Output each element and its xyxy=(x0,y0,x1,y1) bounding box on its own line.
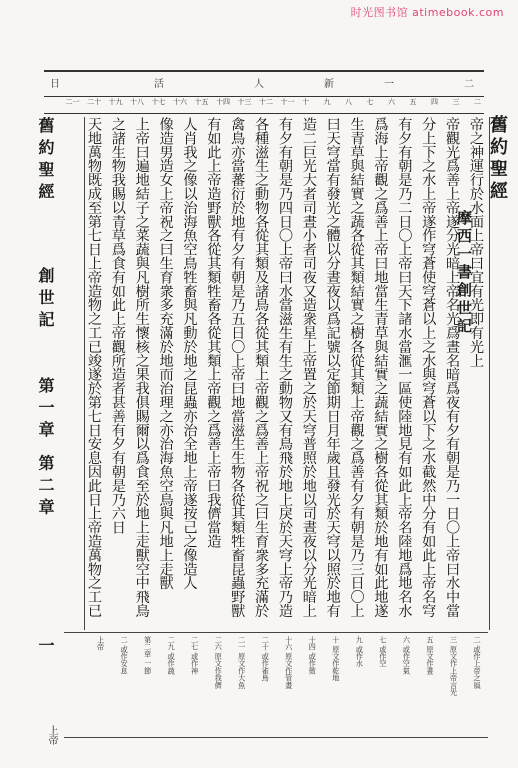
verse-number: 二一 xyxy=(65,98,80,106)
footnote: 二 或作上帝之風 xyxy=(473,636,482,689)
footnote: 二一 原文作大魚 xyxy=(237,636,247,689)
verse-number: 五 xyxy=(409,98,417,106)
verse-number: 十七 xyxy=(151,98,166,106)
text-column: 曰天穹當有發光之體以分晝夜以爲記號以定節期日月年歲且發光於天穹以照於地有 xyxy=(324,117,341,618)
text-column: 造二巨光大者司晝小者司夜又造衆星上帝置之於天穹普照於地以司晝夜以分光暗上 xyxy=(300,117,317,618)
text-column: 分上下之水上帝遂作穹蒼使穹蒼以上之水與穹蒼以下之水截然中分有如此上帝名穹 xyxy=(420,117,437,618)
text-column: 帝觀光爲善上帝遂分光暗上帝名光爲晝名暗爲夜有夕有朝是乃一日〇上帝曰水中當 xyxy=(444,117,461,618)
text-column: 帝之神運行於水面上帝曰宜有光即有光上 xyxy=(468,117,484,368)
footnote: 二 或作安息 xyxy=(120,636,130,675)
footnote: 十六 原文作管晝 xyxy=(284,636,294,689)
verse-number: 二 xyxy=(474,98,481,106)
top-mark: 日 xyxy=(50,79,60,90)
text-column: 之諸生物我賜以青草爲食有如此上帝觀所造者甚善有夕有朝是乃六日 xyxy=(109,117,126,535)
verse-number: 十四 xyxy=(216,98,230,106)
page-title: 舊約聖經 xyxy=(487,115,508,203)
footnote: 九 或作水 xyxy=(355,636,365,668)
footnote: 上帝 xyxy=(96,636,106,651)
verse-number: 八 xyxy=(345,98,352,106)
footnote: 第二章 一節 xyxy=(143,636,153,675)
running-head-part: 創世記 xyxy=(36,267,55,333)
verse-number: 十 xyxy=(302,98,309,106)
top-mark: 人 xyxy=(254,79,264,90)
footnote: 三 原文作上帝言光 xyxy=(449,636,459,696)
running-head xyxy=(34,117,68,737)
text-column: 有如此上帝造野獸各從其類牲畜各從其類上帝觀之爲善上帝曰我儕當造 xyxy=(205,117,222,548)
watermark: 时光图书馆 atimebook.com xyxy=(350,6,504,19)
running-head-part: 舊約聖經 xyxy=(36,117,55,205)
footnote: 六 或作空氣 xyxy=(402,636,412,675)
verse-number: 二十 xyxy=(87,98,101,106)
verse-number: 十九 xyxy=(108,98,123,106)
verse-number: 三 xyxy=(452,98,460,106)
verse-number: 七 xyxy=(366,98,374,106)
text-column: 各種滋生之動物各從其類及諸鳥各從其類上帝觀之爲善上帝祝之曰生育衆多充滿於 xyxy=(253,117,270,618)
text-column: 像造男造女上帝祝之曰生育衆多充滿於地而治理之亦治海魚空鳥與凡地上走獸 xyxy=(157,117,174,590)
footnote: 七 或作空 xyxy=(378,636,388,668)
text-column: 有夕有朝是乃二日〇上帝曰天下諸水當滙一區使陸地見有如此上帝名陸地爲地名水 xyxy=(396,117,413,618)
running-head-part: 一 xyxy=(36,637,55,659)
text-column: 上帝曰遍地結子之菜蔬與凡樹所生懷核之果我俱賜爾以爲食至於地上走獸空中飛鳥 xyxy=(133,117,150,618)
footnote: 五 原文作晝 xyxy=(425,636,435,675)
top-mark: 活 xyxy=(154,79,164,90)
footnotes xyxy=(64,632,488,738)
main-text xyxy=(84,117,490,630)
verse-number: 四 xyxy=(431,98,438,106)
top-band xyxy=(44,70,484,97)
top-mark: 新 xyxy=(324,79,334,90)
footnote: 二十 或作雀鳥 xyxy=(261,636,271,682)
top-mark: 一 xyxy=(384,79,394,90)
verse-number: 六 xyxy=(388,98,395,106)
footnote: 十 原文作乾地 xyxy=(331,636,341,682)
text-column: 人肖我之像以治海魚空鳥牲畜與凡動於地之昆蟲亦治全地上帝遂按己之像造人 xyxy=(181,117,198,590)
verse-number: 十三 xyxy=(237,98,252,106)
footnote: 二九 或作蔬 xyxy=(167,636,177,675)
verse-number: 九 xyxy=(323,98,331,106)
footnote: 十四 或作徵 xyxy=(308,636,318,675)
running-head-part: 第一章 第二章 xyxy=(36,377,55,521)
footnote: 二七 或作神 xyxy=(190,636,200,675)
text-column: 天地萬物既成至第七日上帝造物之工已竣遂於第七日安息因此日上帝造萬物之工已 xyxy=(86,117,102,618)
top-mark: 二 xyxy=(464,79,474,90)
text-column: 生青草與結實之蔬各從其類結實之樹各從其類上帝觀之爲善有夕有朝是乃三日〇上 xyxy=(348,117,365,618)
footnote: 二六 原文作我儕 xyxy=(214,636,224,689)
verse-number: 十二 xyxy=(259,98,273,106)
text-column: 禽鳥亦當蕃衍於地有夕有朝是乃五日〇上帝曰地當滋生生物各從其類牲畜昆蟲野獸 xyxy=(229,117,246,618)
page-number: 上帝 xyxy=(46,725,57,745)
book-subtitle: 摩西一書創世記 xyxy=(455,210,473,336)
text-column: 爲海上帝觀之爲善上帝曰地當生青草與結實之蔬結實之樹各從其類於地有如此地遂 xyxy=(372,117,389,618)
verse-number-row xyxy=(44,95,484,114)
text-column: 有夕有朝是乃四日〇上帝曰水當滋生有生之動物又有鳥飛於地上戾於天穹上帝乃造 xyxy=(277,117,293,618)
verse-number: 十八 xyxy=(130,98,144,106)
verse-number: 十六 xyxy=(173,98,187,106)
verse-number: 十五 xyxy=(194,98,209,106)
verse-number: 十一 xyxy=(280,98,295,106)
